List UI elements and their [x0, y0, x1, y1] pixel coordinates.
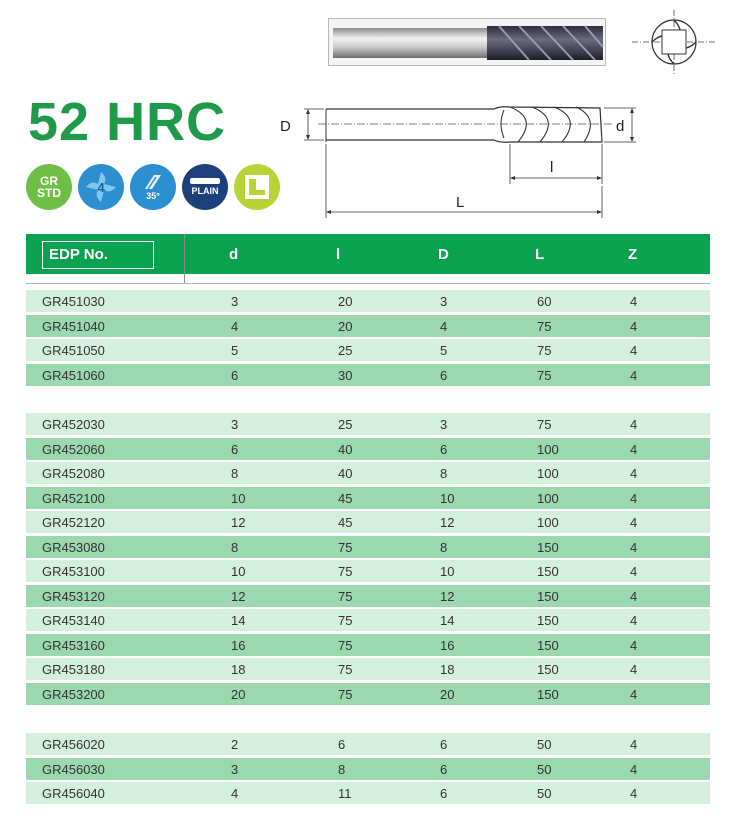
four-flute-badge	[78, 164, 124, 210]
L-cell: 100	[537, 441, 559, 457]
table-row	[26, 511, 710, 533]
d-cell: 18	[231, 662, 246, 677]
d-cell: 5	[231, 343, 239, 358]
Z-cell: 4	[630, 686, 638, 702]
edp-cell: GR453140	[42, 613, 105, 628]
dim-label-D: D	[280, 118, 291, 135]
d-cell: 3	[231, 761, 239, 777]
l-cell: 25	[338, 417, 353, 432]
edp-cell: GR451040	[42, 318, 105, 334]
edp-cell: GR456030	[42, 761, 105, 777]
table-row	[26, 634, 710, 656]
table-header	[26, 234, 710, 274]
l-cell: 75	[338, 588, 353, 604]
l-cell: 75	[338, 613, 353, 628]
Z-cell: 4	[630, 490, 638, 506]
D-cell: 12	[440, 515, 455, 530]
header-Z: Z	[628, 246, 638, 263]
D-cell: 3	[440, 294, 448, 309]
technical-drawing	[278, 98, 638, 220]
table-row	[26, 658, 710, 680]
edp-cell: GR452100	[42, 490, 105, 506]
l-cell: 40	[338, 441, 353, 457]
edp-cell: GR452120	[42, 515, 105, 530]
d-cell: 10	[231, 564, 246, 579]
table-row	[26, 315, 710, 337]
Z-cell: 4	[630, 318, 638, 334]
edp-cell: GR453080	[42, 539, 105, 555]
D-cell: 10	[440, 564, 455, 579]
l-cell: 25	[338, 343, 353, 358]
d-cell: 14	[231, 613, 246, 628]
l-cell: 75	[338, 539, 353, 555]
L-cell: 100	[537, 490, 559, 506]
table-row	[26, 609, 710, 631]
header-l: l	[336, 246, 341, 263]
end-mill-photo	[328, 18, 606, 66]
L-cell: 150	[537, 588, 559, 604]
Z-cell: 4	[630, 637, 638, 653]
table-row	[26, 560, 710, 582]
helix-angle: 35°	[146, 191, 160, 201]
table-row	[26, 290, 710, 312]
d-cell: 3	[231, 294, 239, 309]
L-cell: 75	[537, 367, 552, 383]
D-cell: 18	[440, 662, 455, 677]
d-cell: 6	[231, 367, 239, 383]
D-cell: 6	[440, 441, 448, 457]
edp-cell: GR453120	[42, 588, 105, 604]
L-cell: 75	[537, 417, 552, 432]
table-row	[26, 758, 710, 780]
l-cell: 75	[338, 686, 353, 702]
D-cell: 6	[440, 786, 448, 801]
Z-cell: 4	[630, 417, 638, 432]
table-row	[26, 782, 710, 804]
table-row	[26, 339, 710, 361]
shank-icon	[190, 178, 220, 184]
D-cell: 14	[440, 613, 455, 628]
D-cell: 4	[440, 318, 448, 334]
table-row	[26, 683, 710, 705]
l-cell: 11	[338, 786, 352, 801]
l-cell: 20	[338, 294, 353, 309]
table-row	[26, 585, 710, 607]
D-cell: 5	[440, 343, 448, 358]
d-cell: 3	[231, 417, 239, 432]
edp-cell: GR451030	[42, 294, 105, 309]
L-cell: 75	[537, 318, 552, 334]
L-cell: 100	[537, 466, 559, 481]
header-underline	[26, 283, 710, 284]
square-end-icon	[243, 173, 271, 201]
D-cell: 6	[440, 737, 448, 752]
d-cell: 8	[231, 466, 239, 481]
flute-count: 4	[97, 179, 105, 195]
edp-cell: GR456020	[42, 737, 105, 752]
D-cell: 3	[440, 417, 448, 432]
l-cell: 45	[338, 515, 353, 530]
header-D: D	[438, 246, 449, 263]
L-cell: 150	[537, 637, 559, 653]
L-cell: 50	[537, 786, 552, 801]
d-cell: 4	[231, 786, 239, 801]
Z-cell: 4	[630, 737, 638, 752]
dim-label-L: L	[456, 194, 465, 211]
d-cell: 12	[231, 515, 246, 530]
D-cell: 10	[440, 490, 455, 506]
L-cell: 75	[537, 343, 552, 358]
edp-cell: GR453100	[42, 564, 105, 579]
plain-label: PLAIN	[191, 186, 219, 196]
helix-angle-badge	[130, 164, 176, 210]
l-cell: 20	[338, 318, 353, 334]
Z-cell: 4	[630, 515, 638, 530]
D-cell: 12	[440, 588, 455, 604]
edp-cell: GR451050	[42, 343, 105, 358]
gr-std-line2: STD	[37, 186, 61, 200]
d-cell: 2	[231, 737, 239, 752]
table-row	[26, 462, 710, 484]
d-cell: 16	[231, 637, 246, 653]
L-cell: 100	[537, 515, 559, 530]
edp-cell: GR453160	[42, 637, 105, 653]
plain-shank-badge	[182, 164, 228, 210]
l-cell: 45	[338, 490, 353, 506]
header-L: L	[535, 246, 545, 263]
Z-cell: 4	[630, 294, 638, 309]
D-cell: 8	[440, 539, 448, 555]
Z-cell: 4	[630, 662, 638, 677]
header-edp-no: EDP No.	[42, 241, 154, 269]
d-cell: 20	[231, 686, 246, 702]
table-row	[26, 364, 710, 386]
header-d: d	[229, 246, 239, 263]
edp-cell: GR453180	[42, 662, 105, 677]
l-cell: 40	[338, 466, 353, 481]
Z-cell: 4	[630, 367, 638, 383]
dim-label-l: l	[550, 159, 554, 176]
page-title: 52 HRC	[28, 92, 227, 152]
helix-icon	[142, 173, 164, 191]
Z-cell: 4	[630, 564, 638, 579]
L-cell: 150	[537, 539, 559, 555]
d-cell: 4	[231, 318, 239, 334]
table-row	[26, 536, 710, 558]
L-cell: 150	[537, 662, 559, 677]
edp-cell: GR453200	[42, 686, 105, 702]
square-end-badge	[234, 164, 280, 210]
L-cell: 150	[537, 686, 559, 702]
header-divider	[184, 234, 185, 284]
L-cell: 150	[537, 564, 559, 579]
Z-cell: 4	[630, 441, 638, 457]
l-cell: 8	[338, 761, 346, 777]
Z-cell: 4	[630, 761, 638, 777]
D-cell: 6	[440, 761, 448, 777]
l-cell: 6	[338, 737, 346, 752]
L-cell: 60	[537, 294, 552, 309]
Z-cell: 4	[630, 343, 638, 358]
D-cell: 6	[440, 367, 448, 383]
edp-cell: GR452080	[42, 466, 105, 481]
l-cell: 75	[338, 637, 353, 653]
edp-cell: GR456040	[42, 786, 105, 801]
table-row	[26, 413, 710, 435]
d-cell: 6	[231, 441, 239, 457]
Z-cell: 4	[630, 588, 638, 604]
l-cell: 30	[338, 367, 353, 383]
Z-cell: 4	[630, 786, 638, 801]
edp-cell: GR452060	[42, 441, 105, 457]
D-cell: 8	[440, 466, 448, 481]
d-cell: 8	[231, 539, 239, 555]
D-cell: 20	[440, 686, 455, 702]
L-cell: 150	[537, 613, 559, 628]
end-view-diagram	[632, 10, 716, 74]
gr-std-line1: GR	[40, 174, 58, 188]
l-cell: 75	[338, 564, 353, 579]
D-cell: 16	[440, 637, 455, 653]
L-cell: 50	[537, 737, 552, 752]
L-cell: 50	[537, 761, 552, 777]
d-cell: 12	[231, 588, 246, 604]
Z-cell: 4	[630, 466, 638, 481]
dim-label-d: d	[616, 118, 625, 135]
edp-cell: GR452030	[42, 417, 105, 432]
table-row	[26, 438, 710, 460]
table-row	[26, 487, 710, 509]
edp-cell: GR451060	[42, 367, 105, 383]
l-cell: 75	[338, 662, 353, 677]
d-cell: 10	[231, 490, 246, 506]
table-row	[26, 733, 710, 755]
gr-std-badge	[26, 164, 72, 210]
Z-cell: 4	[630, 613, 638, 628]
Z-cell: 4	[630, 539, 638, 555]
